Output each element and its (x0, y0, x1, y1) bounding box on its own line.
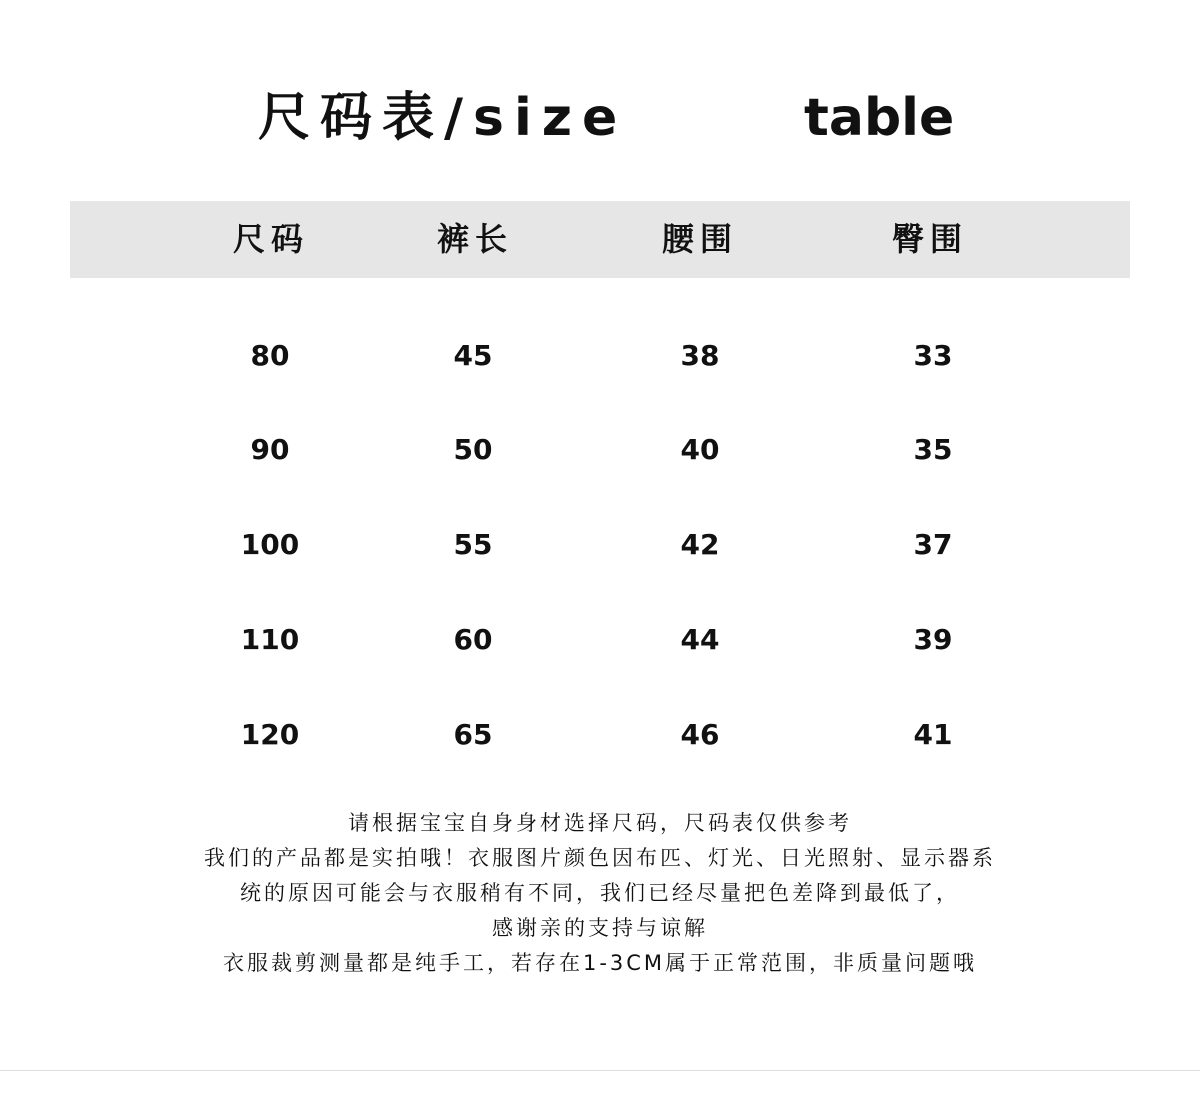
cell-size: 80 (250, 339, 290, 372)
table-row (0, 326, 1200, 386)
cell-pants-length: 60 (453, 623, 493, 656)
cell-pants-length: 50 (453, 433, 493, 466)
note-line: 感谢亲的支持与谅解 (492, 916, 708, 940)
title-english: table (804, 88, 955, 148)
cell-waist: 42 (680, 528, 720, 561)
note-line: 我们的产品都是实拍哦！衣服图片颜色因布匹、灯光、日光照射、显示器系 (204, 846, 996, 870)
header-hip: 臀围 (891, 220, 968, 258)
header-waist: 腰围 (661, 220, 738, 258)
cell-pants-length: 55 (453, 528, 493, 561)
cell-hip: 33 (913, 339, 953, 372)
cell-hip: 35 (913, 433, 953, 466)
cell-hip: 41 (913, 718, 953, 751)
cell-size: 110 (240, 623, 300, 656)
cell-waist: 44 (680, 623, 720, 656)
cell-hip: 39 (913, 623, 953, 656)
cell-size: 100 (240, 528, 300, 561)
cell-waist: 46 (680, 718, 720, 751)
size-table-title (0, 78, 1200, 158)
note-line: 衣服裁剪测量都是纯手工，若存在1-3CM属于正常范围，非质量问题哦 (222, 951, 978, 975)
cell-hip: 37 (913, 528, 953, 561)
title-chinese: 尺码表/size (258, 88, 628, 148)
cell-waist: 40 (680, 433, 720, 466)
note-line: 统的原因可能会与衣服稍有不同，我们已经尽量把色差降到最低了， (240, 881, 960, 905)
cell-size: 120 (240, 718, 300, 751)
bottom-divider (0, 1070, 1200, 1071)
cell-pants-length: 65 (453, 718, 493, 751)
header-size: 尺码 (232, 220, 309, 258)
cell-pants-length: 45 (453, 339, 493, 372)
table-row (0, 420, 1200, 480)
table-row (0, 610, 1200, 670)
table-row (0, 705, 1200, 765)
table-row (0, 515, 1200, 575)
header-pants-length: 裤长 (436, 220, 513, 258)
note-line: 请根据宝宝自身身材选择尺码，尺码表仅供参考 (348, 811, 852, 835)
table-header (70, 201, 1130, 278)
cell-waist: 38 (680, 339, 720, 372)
cell-size: 90 (250, 433, 290, 466)
